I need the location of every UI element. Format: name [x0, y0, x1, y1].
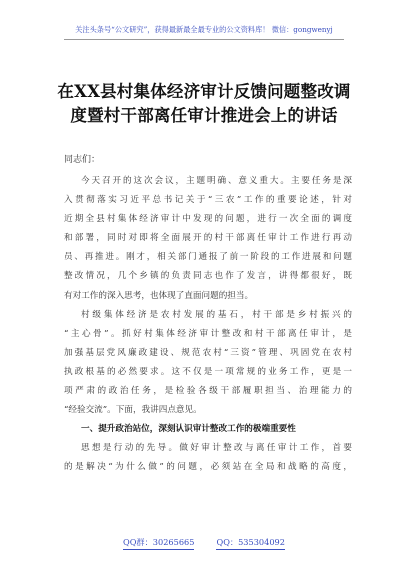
body-line: “经验交流”。下面，我讲四点意见。	[64, 405, 202, 416]
document-title	[40, 80, 368, 128]
body-line: 整改情况，几个乡镇的负责同志也作了发言，讲得都很好，既	[64, 271, 352, 282]
footer-qq-group-link[interactable]: QQ群：30265665	[123, 537, 194, 550]
section-heading-1: 一、提升政治站位，深刻认识审计整改工作的极端重要性	[81, 424, 296, 435]
body-line: “主心骨”。抓好村集体经济审计整改和村干部离任审计，是	[64, 328, 352, 339]
body-line: 加强基层党风廉政建设、规范农村“三资”管理、巩固党在农村	[64, 347, 352, 358]
body-line: 的是解决“为什么做”的问题，必须站在全局和战略的高度，	[64, 462, 352, 473]
body-line: 项严肃的政治任务，是检验各级干部履职担当、治理能力的	[64, 386, 352, 397]
body-line: 思想是行动的先导。做好审计整改与离任审计工作，首要	[81, 443, 352, 454]
salutation: 同志们：	[64, 155, 101, 165]
footer-qq-link[interactable]: QQ：535304092	[216, 537, 285, 550]
header-promo-note: 关注头条号“公文研究”，获得最新最全最专业的公文资料库！ 微信：gongwenyj	[75, 25, 333, 34]
speech-body	[64, 172, 352, 478]
header-divider	[64, 39, 344, 40]
title-line-2: 度暨村干部离任审计推进会上的讲话	[70, 106, 338, 125]
body-line: 有对工作的深入思考，也体现了直面问题的担当。	[64, 290, 254, 301]
body-line: 执政根基的必然要求。这不仅是一项常规的业务工作，更是一	[64, 366, 352, 377]
body-line: 村级集体经济是农村发展的基石，村干部是乡村振兴的	[81, 309, 352, 320]
title-line-1: 在XX县村集体经济审计反馈问题整改调	[57, 82, 351, 101]
body-line: 员、再推进。刚才，相关部门通报了前一阶段的工作进展和问题	[64, 252, 352, 263]
body-line: 和部署，同时对即将全面展开的村干部离任审计工作进行再动	[64, 233, 352, 244]
body-line: 入贯彻落实习近平总书记关于“三农”工作的重要论述，针对	[64, 195, 352, 206]
body-line: 今天召开的这次会议，主题明确、意义重大。主要任务是深	[81, 176, 352, 186]
body-line: 近期全县村集体经济审计中发现的问题，进行一次全面的调度	[64, 214, 352, 225]
footer-contact	[0, 537, 408, 550]
